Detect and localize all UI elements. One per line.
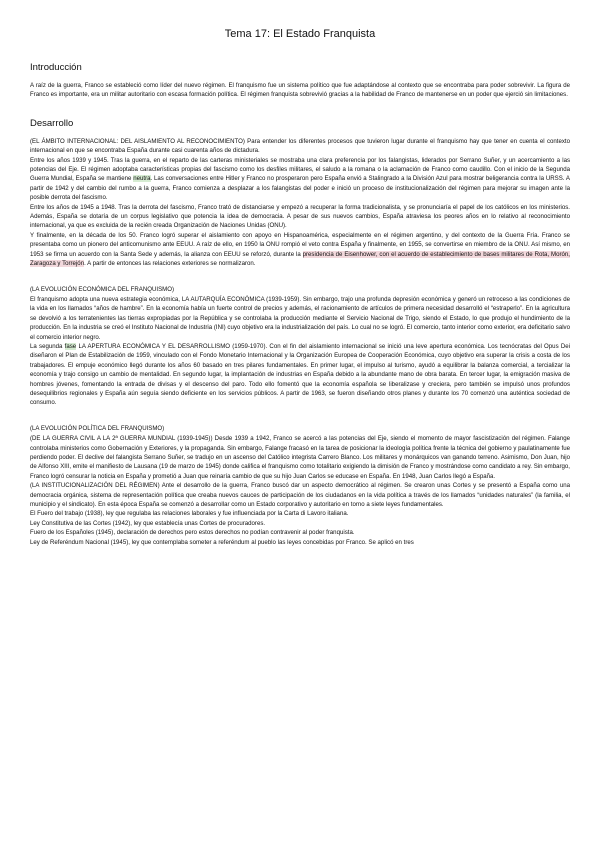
- s3-p1-text: Desde 1939 a 1942, Franco se acercó a las potencias del Eje, siendo el momento de mayor fascistización del régimen. Falange controlaba ministerios como Gobernación y Exteriores, y la propaganda. Sin embargo, Falange fracasó en la tarea de posicionar la ideología política frente la técnica del gobierno y paulatinamente fue perdiendo poder. El declive del falangista Serrano Suñer, se tradujo en un ascenso del Católico integrista Carrero Blanco. Los militares y monárquicos van ganando terreno. Asimismo, Don Juan, hijo de Alfonso XIII, emite el manifiesto de Lausana (19 de marzo de 1945) donde califica el franquismo como totalitario exigiendo la dimisión de Franco y mostrándose como candidato a rey. Sin embargo, Franco logró censurar la noticia en España y prometió a Juan que reinaría cambio de que su hijo Juan Carlos se educase en España. En 1948, Juan Carlos llegó a España.: [30, 435, 570, 480]
- s2-p2-text-a: La segunda: [30, 342, 65, 350]
- spacer: [30, 100, 570, 108]
- s1-p2-text-b: . Las conversaciones entre Hitler y Franco no prosperaron pero España envió a Stalingrado a la División Azul para mostrar beligerancia contra la URSS. A partir de 1942 y del cambio del rumbo a la guerra, Franco comienza a desplazar a los falangistas del poder e inició un proceso de institucionalización del régimen para mejorar su imagen ante la posible derrota del fascismo.: [30, 175, 570, 202]
- intro-heading: Introducción: [30, 62, 82, 73]
- intro-paragraph: A raíz de la guerra, Franco se estableció como líder del nuevo régimen. El franquismo fue un sistema político que fue adaptándose al contexto que se encontraba para poder sobrevivir. La figura de Franco es importante, era un militar autoritario con escasa formación política. El régimen franquista sobrevivió gracias a la habilidad de Franco de mantenerse en un poder que ejerció sin limitaciones.: [30, 82, 570, 99]
- development-heading: Desarrollo: [30, 117, 74, 129]
- s1-p4-text-b: . A partir de entonces las relaciones exteriores se normalizaron.: [84, 260, 256, 268]
- s1-heading: (EL ÁMBITO INTERNACIONAL: DEL AISLAMIENTO AL RECONOCIMIENTO): [30, 137, 245, 145]
- document-title: Tema 17: El Estado Franquista: [224, 28, 376, 40]
- s3-law-2: Ley Constitutiva de las Cortes (1942), ley que establecía unas Cortes de procuradores.: [30, 519, 266, 527]
- s3-paragraph-1: [30, 434, 570, 481]
- s3-p2-heading: (LA INSTITUCIONALIZACIÓN DEL RÉGIMEN): [30, 482, 160, 490]
- s2-heading: (LA EVOLUCIÓN ECONÓMICA DEL FRANQUISMO): [30, 285, 175, 293]
- s2-p2-text-b: LA APERTURA ECONÓMICA Y EL DESARROLLISMO (1959-1970). Con el fin del aislamiento internacional se inició una leve apertura económica. Los tecnócratas del Opus Dei diseñaron el Plan de Estabilización de 1959, vinculado con el Fondo Monetario Internacional y la Organización Europea de Cooperación Económica, cuyo objetivo era superar la crisis a costa de los trabajadores. El empuje económico llegó durante los años 60 basado en tres pilares fundamentales. En primer lugar, el impulso al turismo, ayudó a equilibrar la balanza comercial, a tercializar la economía y trajo consigo un cambio de mentalidad. En segundo lugar, la implantación de industrias en España debido a la abundante mano de obra barata. En tercer lugar, la emigración masiva de hombres jóvenes, fomentando la entrada de divisas y el descenso del paro. Todo ello fomentó que la economía española se liberalizase y creciera, pero también se impulsó unos profundos desequilibrios regionales y España aún seguía siendo deficiente en los servicios públicos. A partir de 1963, se fueron diseñando otros planes y durante los 70 comenzó una auténtica sociedad de consumo.: [30, 342, 571, 407]
- s1-paragraph-3: Entre los años de 1945 a 1948. Tras la derrota del fascismo, Franco trató de distanciarse y empezó a recuperar la forma tradicionalista, y se pronunciaría el papel de los católicos en los ministerios. Además, España se dotaría de un corpus legislativo que potencia la idea de democracia. A pesar de sus nuevos cambios, España atraviesa los peores años en lo relativo al reconocimiento internacional, ya que es excluida de la recién creada Organización de Naciones Unidas (ONU).: [30, 203, 570, 230]
- s3-law-3: Fuero de los Españoles (1945), declaración de derechos pero estos derechos no podían contravenir al poder franquista.: [30, 529, 355, 537]
- s1-heading-rest: Para entender los diferentes procesos que tuvieron lugar durante el franquismo hay que tener en cuenta el contexto internacional en que se encontraba España durante casi cuarenta años de dictadura.: [30, 137, 570, 155]
- s1-paragraph-1: [30, 137, 570, 156]
- spacer: [30, 408, 570, 416]
- s1-p4-text-a: Y finalmente, en la década de los 50. Franco logró superar el aislamiento con apoyo en Hispanoamérica, especialmente en el régimen argentino, y del contexto de la Guerra Fría. Franco se presentaba como un pionero del anticomunismo ante EEUU. A raíz de ello, en 1950 la ONU rompió el veto contra España y finalmente, en 1955, se convertirse en miembro de la ONU. Así mismo, en 1953 se firma un acuerdo con la Santa Sede y además, la alianza con EEUU se reforzó, durante la: [30, 231, 570, 258]
- s3-paragraph-2: [30, 481, 570, 509]
- s1-paragraph-4: [30, 231, 570, 269]
- s3-law-1: El Fuero del trabajo (1938), ley que regulaba las relaciones laborales y fue influenciada por la Carta di Lavoro italiana.: [30, 510, 349, 518]
- spacer: [30, 269, 570, 277]
- s2-paragraph-2: [30, 342, 570, 408]
- highlight-eisenhower: presidencia de Eisenhower, con el acuerdo de establecimiento de bases militares de Rota, Morón, Zaragoza y Torrejón: [30, 250, 570, 268]
- s1-p2-text-a: Entre los años 1939 y 1945. Tras la guerra, en el reparto de las carteras ministeriales se mostraba una clara preferencia por los falangistas, liderados por Serrano Suñer, y un acercamiento a las potencias del Eje. El régimen adoptaba características propias del fascismo como los desfiles militares, el saludo a la romana o la aclamación de Franco como caudillo. Con el inicio de la Segunda Guerra Mundial, España se mantiene: [30, 156, 570, 183]
- s3-heading: (LA EVOLUCIÓN POLÍTICA DEL FRANQUISMO): [30, 424, 165, 432]
- s3-law-4: Ley de Referéndum Nacional (1945), ley que contemplaba someter a referéndum al pueblo las leyes concebidas por Franco. Se aplicó en tres: [30, 538, 414, 546]
- s3-p2-text: Ante el desarrollo de la guerra, Franco buscó dar un aspecto democrático al régimen. Se crearon unas Cortes y se presentó a España como una democracia orgánica, sistema de representación política que creaba nuevos cauces de participación de los ciudadanos en la vida política a través de los llamados “unidades naturales” (la familia, el municipio y el sindicato). En esta época España se comenzó a desarrollar como un Estado corporativo y autoritario en torno a siete leyes fundamentales.: [30, 482, 570, 509]
- highlight-neutra: neutra: [133, 175, 151, 183]
- s2-paragraph-1: El franquismo adopta una nueva estrategia económica, LA AUTARQUÍA ECONÓMICA (1939-1959). Sin embargo, trajo una profunda depresión económica y generó un retroceso a las condiciones de la vida en los llamados “años de hambre”. En la economía había un fuerte control de precios y además, el racionamiento de artículos de primera necesidad desarrolló el “estraperlo”. En la agricultura se devolvió a los terratenientes las tierras expropiadas por la República y se controlaba la producción mediante el Servicio Nacional de Trigo, siendo el Estado, lo que produjo el hundimiento de la producción. En la industria se creó el Instituto Nacional de Industria (INI) cuyo objetivo era la industrialización del país. Lo cual no se logró. El comercio, tanto interior como exterior, era deficitario salvo el comercio interior negro.: [30, 295, 570, 341]
- s3-p1-heading: (DE LA GUERRA CIVIL A LA 2ª GUERRA MUNDIAL (1939-1945)): [30, 435, 213, 443]
- highlight-fase: fase: [64, 342, 77, 350]
- s1-paragraph-2: [30, 156, 570, 203]
